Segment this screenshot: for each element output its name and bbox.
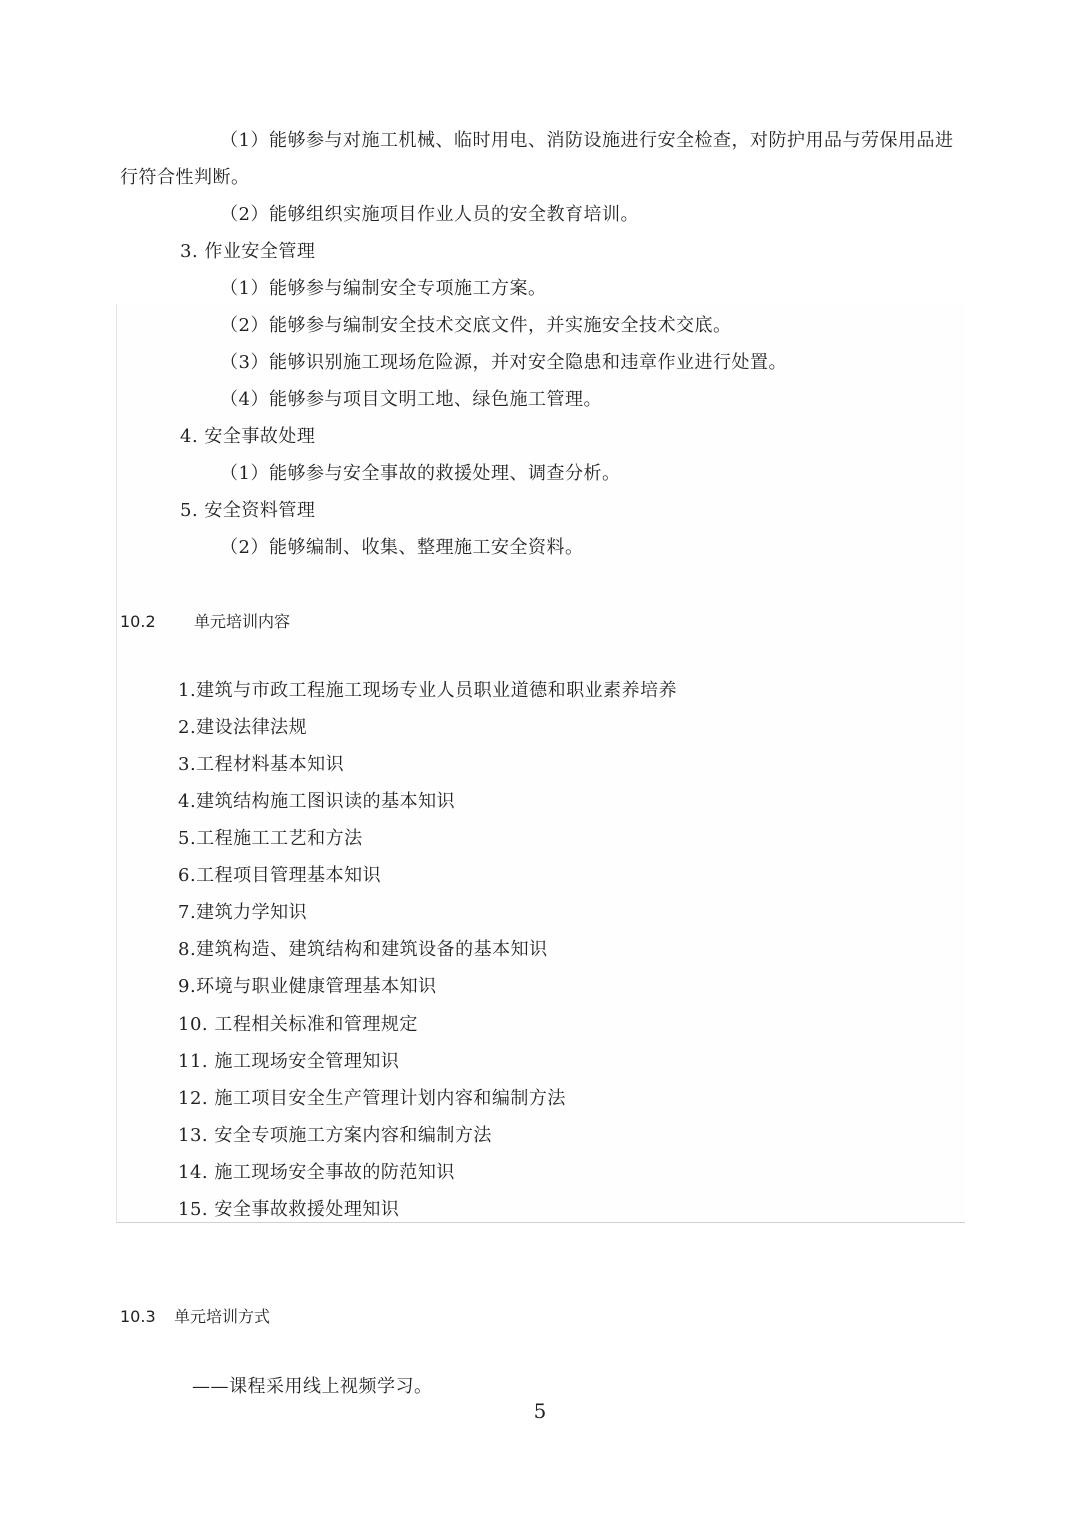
list-item: 1.建筑与市政工程施工现场专业人员职业道德和职业素养培养	[178, 680, 678, 701]
subheading-5: 5. 安全资料管理	[180, 500, 316, 521]
section-heading-10-2	[120, 611, 290, 633]
list-item: 13. 安全专项施工方案内容和编制方法	[178, 1125, 492, 1146]
list-item: 12. 施工项目安全生产管理计划内容和编制方法	[178, 1088, 566, 1109]
section-title: 单元培训方式	[174, 1307, 271, 1326]
list-item: 14. 施工现场安全事故的防范知识	[178, 1162, 455, 1183]
subheading-4: 4. 安全事故处理	[180, 426, 316, 447]
list-item: （4）能够参与项目文明工地、绿色施工管理。	[220, 389, 602, 410]
section-body: ——课程采用线上视频学习。	[192, 1376, 433, 1397]
list-item: （1）能够参与编制安全专项施工方案。	[220, 278, 547, 299]
list-item: 3.工程材料基本知识	[178, 754, 345, 775]
list-item: 4.建筑结构施工图识读的基本知识	[178, 791, 456, 812]
paragraph-1-line-2: 行符合性判断。	[120, 167, 250, 188]
section-heading-10-3	[120, 1306, 270, 1328]
section-number: 10.2	[120, 612, 156, 631]
list-item: （2）能够编制、收集、整理施工安全资料。	[220, 537, 584, 558]
list-item: 15. 安全事故救援处理知识	[178, 1199, 400, 1220]
list-item: 6.工程项目管理基本知识	[178, 865, 382, 886]
list-item: 11. 施工现场安全管理知识	[178, 1051, 400, 1072]
paragraph-2: （2）能够组织实施项目作业人员的安全教育培训。	[220, 204, 639, 225]
list-item: （3）能够识别施工现场危险源，并对安全隐患和违章作业进行处置。	[220, 352, 787, 373]
list-item: 7.建筑力学知识	[178, 902, 308, 923]
list-item: （2）能够参与编制安全技术交底文件，并实施安全技术交底。	[220, 315, 732, 336]
subheading-3: 3. 作业安全管理	[180, 241, 316, 262]
list-item: 5.工程施工工艺和方法	[178, 828, 363, 849]
list-item: 2.建设法律法规	[178, 717, 308, 738]
list-item: 8.建筑构造、建筑结构和建筑设备的基本知识	[178, 939, 548, 960]
page-number: 5	[533, 1399, 547, 1423]
list-item: 10. 工程相关标准和管理规定	[178, 1014, 418, 1035]
list-item: （1）能够参与安全事故的救援处理、调查分析。	[220, 463, 621, 484]
section-number: 10.3	[120, 1307, 156, 1326]
paragraph-1-line-1: （1）能够参与对施工机械、临时用电、消防设施进行安全检查，对防护用品与劳保用品进	[220, 130, 954, 151]
list-item: 9.环境与职业健康管理基本知识	[178, 976, 437, 997]
section-title: 单元培训内容	[194, 612, 291, 631]
